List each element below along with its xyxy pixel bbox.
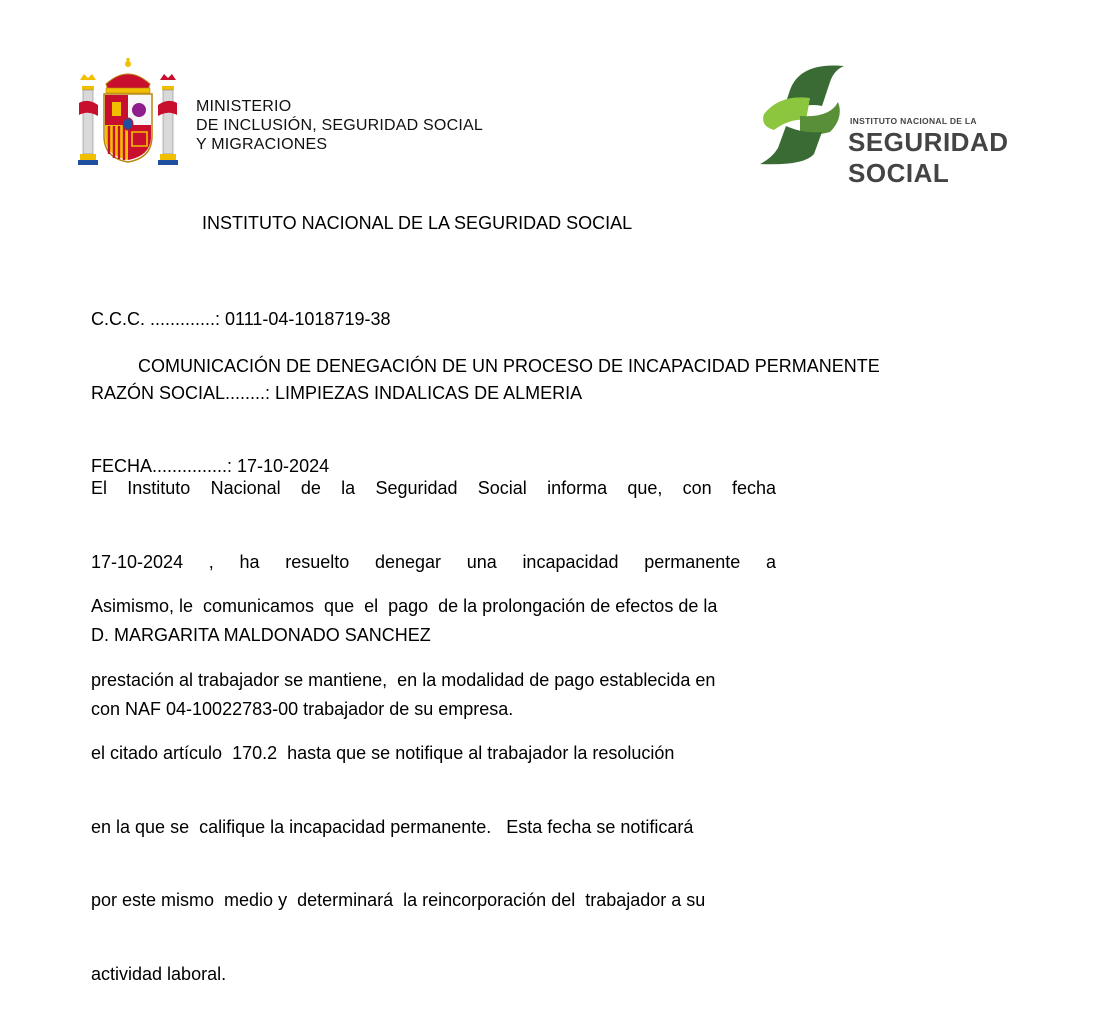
field-fecha: FECHA...............: 17-10-2024 xyxy=(91,456,330,476)
paragraph-line: prestación al trabajador se mantiene, en la modalidad de pago establecida en xyxy=(91,669,716,690)
paragraph-line: el citado artículo 170.2 hasta que se notifique al trabajador la resolución xyxy=(91,743,675,763)
paragraph-payment xyxy=(91,545,717,1011)
pillar-right xyxy=(158,74,178,165)
paragraph-line: en la que se califique la incapacidad permanente. Esta fecha se notificará xyxy=(91,816,694,837)
royal-crown-icon xyxy=(106,58,150,93)
paragraph-line: 17-10-2024 , ha resuelto denegar una incapacidad permanente a xyxy=(91,551,776,572)
pillar-left xyxy=(78,74,98,165)
ministry-name xyxy=(196,97,483,154)
document-title: INSTITUTO NACIONAL DE LA SEGURIDAD SOCIAL xyxy=(202,213,633,233)
paragraph-line: actividad laboral. xyxy=(91,963,227,984)
paragraph-line: D. MARGARITA MALDONADO SANCHEZ xyxy=(91,625,431,645)
shield-icon xyxy=(104,94,152,162)
ministry-line: DE INCLUSIÓN, SEGURIDAD SOCIAL xyxy=(196,117,483,134)
document-subject: COMUNICACIÓN DE DENEGACIÓN DE UN PROCESO DE INCAPACIDAD PERMANENTE xyxy=(138,356,880,376)
paragraph-line: con NAF 04-10022783-00 trabajador de su empresa. xyxy=(91,698,514,719)
inss-logo-small-text: INSTITUTO NACIONAL DE LA xyxy=(850,116,977,126)
paragraph-line: Asimismo, le comunicamos que el pago de la prolongación de efectos de la xyxy=(91,596,718,616)
field-ccc: C.C.C. .............: 0111-04-1018719-38 xyxy=(91,309,391,329)
spain-coat-of-arms-logo xyxy=(76,58,180,166)
paragraph-line: por este mismo medio y determinará la reincorporación del trabajador a su xyxy=(91,890,706,910)
inss-logo-mark xyxy=(760,62,844,168)
ministry-line: MINISTERIO xyxy=(196,98,292,115)
field-razon-social: RAZÓN SOCIAL........: LIMPIEZAS INDALICAS DE ALMERIA xyxy=(91,382,583,403)
paragraph-line: El Instituto Nacional de la Seguridad Social informa que, con fecha xyxy=(91,478,776,498)
ministry-line: Y MIGRACIONES xyxy=(196,136,328,153)
inss-logo-big-text: SEGURIDAD SOCIAL xyxy=(848,127,1009,188)
